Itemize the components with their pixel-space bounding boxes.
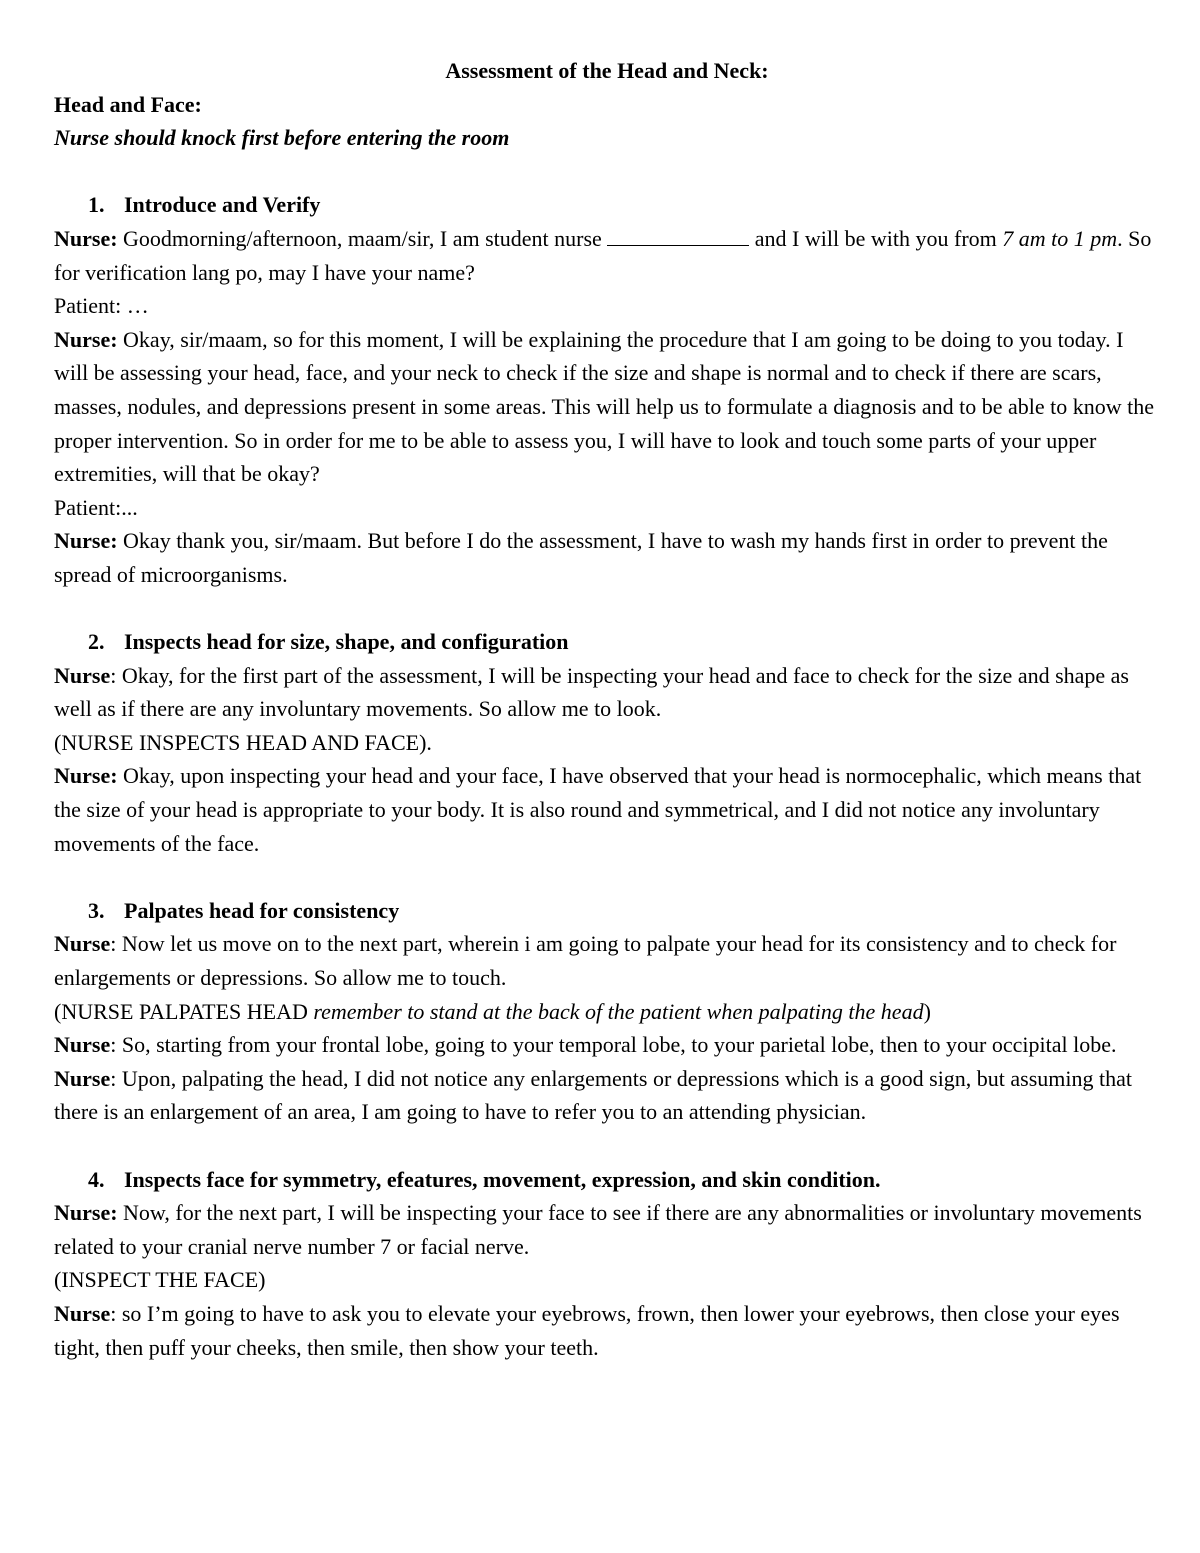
section-heading <box>54 625 1160 659</box>
patient-line: Patient:... <box>54 494 138 520</box>
document-subtitle: Head and Face: <box>54 91 202 117</box>
section-heading <box>54 188 1160 222</box>
speaker-label: Nurse: <box>54 326 118 352</box>
patient-line: Patient: … <box>54 293 149 319</box>
speaker-label: Nurse <box>54 1065 111 1091</box>
section-title: Introduce and Verify <box>124 192 321 218</box>
section-number: 4. <box>88 1166 105 1192</box>
dialogue-line: Nurse: So, starting from your frontal lobe, going to your temporal lobe, to your parietal lobe, then to your occipital lobe. <box>54 1032 1117 1058</box>
dialogue-line: Nurse: Okay, upon inspecting your head and your face, I have observed that your head is normocephalic, which means that the size of your head is appropriate to your body. It is also round and symmetrical, and I did not notice any involuntary movements of the face. <box>54 763 1142 856</box>
section-title: Inspects head for size, shape, and configuration <box>124 629 569 655</box>
section-number: 2. <box>88 629 105 655</box>
dialogue-line: Nurse: Goodmorning/afternoon, maam/sir, I am student nurse and I will be with you from 7 am to 1 pm. So for verification lang po, may I have your name? <box>54 225 1152 285</box>
section-heading <box>54 1163 1160 1197</box>
section-number: 1. <box>88 192 105 218</box>
speaker-label: Nurse: <box>54 225 118 251</box>
section-palpate-head <box>54 894 1160 1129</box>
section-title: Inspects face for symmetry, efeatures, movement, expression, and skin condition. <box>124 1166 881 1192</box>
speaker-label: Nurse: <box>54 763 118 789</box>
section-heading <box>54 894 1160 928</box>
document-title: Assessment of the Head and Neck: <box>445 58 769 83</box>
dialogue-line: Nurse: Okay, sir/maam, so for this moment, I will be explaining the procedure that I am going to be doing to you today. I will be assessing your head, face, and your neck to check if the size and shape is normal and to check if there are scars, masses, nodules, and depressions present in some areas. This will help us to formulate a diagnosis and to be able to know the proper intervention. So in order for me to be able to assess you, I will have to look and touch some parts of your upper extremities, will that be okay? <box>54 326 1154 487</box>
speaker-label: Nurse: <box>54 1200 118 1226</box>
stage-direction: (NURSE INSPECTS HEAD AND FACE). <box>54 729 432 755</box>
dialogue-line: Nurse: Now let us move on to the next part, wherein i am going to palpate your head for its consistency and to check for enlargements or depressions. So allow me to touch. <box>54 931 1117 991</box>
speaker-label: Nurse <box>54 931 111 957</box>
dialogue-line: Nurse: so I’m going to have to ask you to elevate your eyebrows, frown, then lower your eyebrows, then close your eyes tight, then puff your cheeks, then smile, then show your teeth. <box>54 1300 1120 1360</box>
section-inspect-face <box>54 1163 1160 1365</box>
stage-direction: (NURSE PALPATES HEAD remember to stand at the back of the patient when palpating the head) <box>54 998 931 1024</box>
dialogue-line: Nurse: Okay, for the first part of the assessment, I will be inspecting your head and face to check for the size and shape as well as if there are any involuntary movements. So allow me to look. <box>54 662 1129 722</box>
section-inspect-head <box>54 625 1160 860</box>
speaker-label: Nurse <box>54 1300 111 1326</box>
name-blank <box>607 227 749 246</box>
speaker-label: Nurse <box>54 662 111 688</box>
section-introduce-verify <box>54 188 1160 591</box>
stage-direction: (INSPECT THE FACE) <box>54 1267 266 1293</box>
dialogue-line: Nurse: Upon, palpating the head, I did not notice any enlargements or depressions which is a good sign, but assuming that there is an enlargement of an area, I am going to have to refer you to an attending physician. <box>54 1065 1133 1125</box>
section-number: 3. <box>88 897 105 923</box>
dialogue-line: Nurse: Now, for the next part, I will be inspecting your face to see if there are any abnormalities or involuntary movements related to your cranial nerve number 7 or facial nerve. <box>54 1200 1142 1259</box>
dialogue-line: Nurse: Okay thank you, sir/maam. But before I do the assessment, I have to wash my hands first in order to prevent the spread of microorganisms. <box>54 528 1108 587</box>
instruction-note: Nurse should knock first before entering the room <box>54 125 510 151</box>
speaker-label: Nurse: <box>54 528 118 554</box>
section-title: Palpates head for consistency <box>124 897 400 923</box>
speaker-label: Nurse <box>54 1032 111 1058</box>
